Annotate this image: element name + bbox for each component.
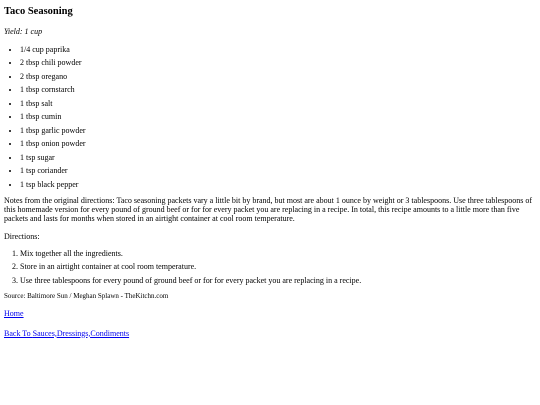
recipe-notes: Notes from the original directions: Taco seasoning packets vary a little bit by brand, but most are about 1 ounce by weight or 3 tablespoons. Use three tablespoons of this homemade version for every pound of ground beef or for for every packet you are replacing in a recipe. In total, this recipe amounts to a little more than five packets and lasts for months when stored in an airtight container at cool room temperature. [4,196,533,223]
ingredients-list [4,43,536,192]
ingredient-item: • 2 tbsp oregano [20,70,536,84]
home-link-line [4,309,536,318]
recipe-yield: Yield: 1 cup [4,26,43,36]
back-to-condiments-link[interactable]: Condiments [90,328,130,338]
ingredient-item: • 1 tbsp cumin [20,110,536,124]
ingredient-item: • 1 tbsp cornstarch [20,83,536,97]
directions-heading: Directions: [4,231,40,241]
ingredient-item: • 1 tbsp salt [20,97,536,111]
back-link-sauces-label: Sauces, [32,328,57,338]
home-link[interactable]: Home [4,309,24,319]
ingredient-item: • 2 tbsp chili powder [20,56,536,70]
direction-step: 2. Store in an airtight container at cool room temperature. [20,260,536,274]
direction-step: 3. Use three tablespoons for every pound of ground beef or for for every packet you are replacing in a recipe. [20,274,536,288]
back-to-dressings-link[interactable]: Dressings, [56,328,91,338]
ingredient-item: • 1 tbsp onion powder [20,137,536,151]
ingredient-item: • 1/4 cup paprika [20,43,536,57]
back-to-sauces-link[interactable] [4,329,57,338]
back-link-prefix: Back To [4,328,33,338]
directions-list [4,247,536,288]
ingredient-item: • 1 tsp sugar [20,151,536,165]
ingredient-item: • 1 tsp coriander [20,164,536,178]
ingredient-item: • 1 tsp black pepper [20,178,536,192]
direction-step: 1. Mix together all the ingredients. [20,247,536,261]
recipe-source: Source: Baltimore Sun / Meghan Splawn - TheKitchn.com [4,292,169,301]
ingredient-item: • 1 tbsp garlic powder [20,124,536,138]
back-link-line [4,329,536,338]
page-title: Taco Seasoning [4,6,73,17]
